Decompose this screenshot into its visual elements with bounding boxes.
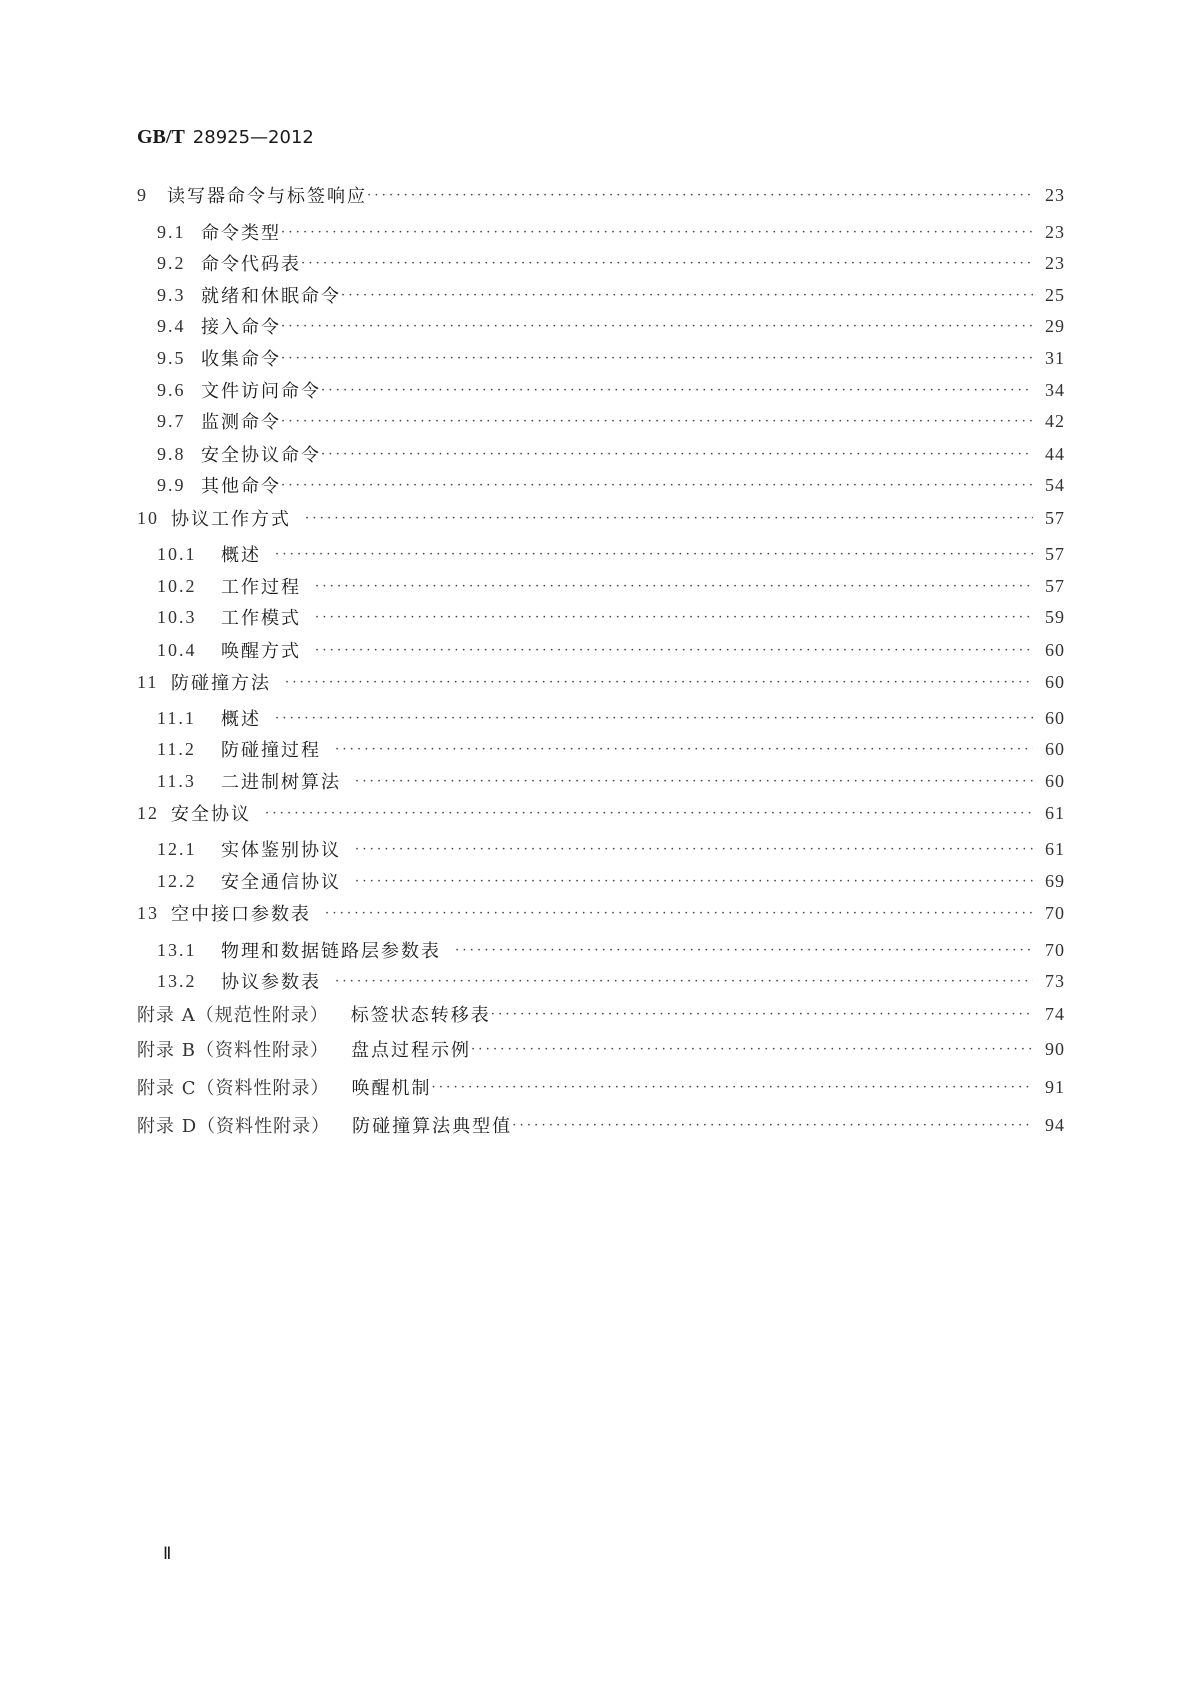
- toc-entry-page: 59: [1045, 606, 1065, 627]
- toc-entry-page: 74: [1045, 1003, 1065, 1024]
- toc-entry[interactable]: [157, 637, 1065, 663]
- toc-entry-number: 9.8: [157, 443, 186, 464]
- toc-entry-title: 二进制树算法: [221, 772, 341, 793]
- dot-leader: [321, 383, 1033, 398]
- toc-entry[interactable]: [157, 377, 1065, 403]
- dot-leader: [315, 643, 1033, 658]
- toc-entry[interactable]: [157, 573, 1065, 599]
- toc-entry[interactable]: [157, 408, 1065, 434]
- dot-leader: [491, 1007, 1033, 1022]
- toc-entry-number: 13.1: [157, 939, 197, 960]
- toc-entry-title: 标签状态转移表: [350, 1005, 491, 1026]
- toc-entry-title: 防碰撞方法: [171, 673, 271, 694]
- toc-entry[interactable]: [157, 604, 1065, 630]
- toc-entry-title: 命令代码表: [201, 254, 301, 275]
- toc-entry-title: 命令类型: [201, 223, 281, 244]
- page-number: Ⅱ: [163, 1544, 172, 1563]
- toc-entry-page: 25: [1045, 284, 1065, 305]
- toc-entry-number: 附录 D（资料性附录）: [137, 1116, 331, 1137]
- toc-entry-page: 34: [1045, 379, 1065, 400]
- toc-entry-page: 23: [1045, 252, 1065, 273]
- dot-leader: [341, 288, 1033, 303]
- toc-entry[interactable]: [137, 505, 1065, 531]
- toc-entry-page: 54: [1045, 474, 1065, 495]
- toc-entry[interactable]: [137, 1036, 1065, 1062]
- dot-leader: [455, 943, 1033, 958]
- toc-entry-title: 协议工作方式: [171, 509, 291, 530]
- dot-leader: [281, 319, 1033, 334]
- toc-entry-number: 10.4: [157, 639, 197, 660]
- toc-entry-number: 12.2: [157, 870, 197, 891]
- toc-entry-number: 11: [137, 671, 159, 692]
- toc-entry-title: 安全协议命令: [201, 445, 321, 466]
- dot-leader: [281, 478, 1033, 493]
- toc-entry-title: 唤醒方式: [221, 641, 301, 662]
- toc-entry-title: 空中接口参数表: [171, 904, 311, 925]
- dot-leader: [335, 974, 1033, 989]
- dot-leader: [355, 842, 1033, 857]
- toc-entry-title: 概述: [221, 545, 261, 566]
- toc-entry-number: 9.3: [157, 284, 186, 305]
- toc-entry-page: 42: [1045, 410, 1065, 431]
- dot-leader: [321, 447, 1033, 462]
- toc-entry-page: 61: [1045, 802, 1065, 823]
- toc-entry[interactable]: [157, 836, 1065, 862]
- toc-entry[interactable]: [137, 900, 1065, 926]
- toc-entry-number: 12: [137, 802, 159, 823]
- toc-entry-number: 11.2: [157, 738, 196, 759]
- dot-leader: [471, 1042, 1033, 1057]
- toc-entry-number: 9.9: [157, 474, 186, 495]
- toc-entry-number: 10.1: [157, 543, 197, 564]
- toc-entry-title: 安全通信协议: [221, 872, 341, 893]
- toc-entry-title: 唤醒机制: [351, 1078, 432, 1099]
- toc-entry[interactable]: [157, 736, 1065, 762]
- dot-leader: [315, 610, 1033, 625]
- dot-leader: [275, 711, 1033, 726]
- dot-leader: [355, 774, 1033, 789]
- toc-entry[interactable]: [157, 541, 1065, 567]
- dot-leader: [512, 1118, 1033, 1133]
- dot-leader: [301, 256, 1033, 271]
- toc-entry[interactable]: [157, 968, 1065, 994]
- toc-entry-number: 9.7: [157, 410, 186, 431]
- toc-entry-page: 60: [1045, 671, 1065, 692]
- toc-entry-page: 69: [1045, 870, 1065, 891]
- toc-entry[interactable]: [157, 219, 1065, 245]
- dot-leader: [285, 675, 1033, 690]
- toc-entry-page: 57: [1045, 507, 1065, 528]
- dot-leader: [281, 414, 1033, 429]
- toc-entry[interactable]: [137, 1074, 1065, 1100]
- dot-leader: [355, 874, 1033, 889]
- toc-entry-number: 13: [137, 902, 159, 923]
- toc-entry-number: 9.6: [157, 379, 186, 400]
- toc-entry-title: 其他命令: [201, 476, 281, 497]
- toc-entry-page: 94: [1045, 1114, 1065, 1135]
- toc-entry-number: 9.1: [157, 221, 186, 242]
- toc-entry[interactable]: [157, 441, 1065, 467]
- toc-entry[interactable]: [157, 345, 1065, 371]
- toc-entry-page: 70: [1045, 939, 1065, 960]
- toc-entry[interactable]: [157, 705, 1065, 731]
- toc-entry-title: 工作模式: [221, 608, 301, 629]
- toc-entry-page: 57: [1045, 575, 1065, 596]
- toc-entry[interactable]: [157, 937, 1065, 963]
- toc-entry-title: 防碰撞算法典型值: [352, 1116, 513, 1137]
- toc-entry[interactable]: [137, 669, 1065, 695]
- toc-entry-number: 10.3: [157, 606, 197, 627]
- toc-entry-title: 就绪和休眠命令: [201, 286, 341, 307]
- toc-entry-page: 60: [1045, 639, 1065, 660]
- dot-leader: [335, 742, 1033, 757]
- toc-entry-title: 读写器命令与标签响应: [167, 186, 367, 207]
- toc-entry-number: 11.1: [157, 707, 196, 728]
- toc-entry[interactable]: [157, 313, 1065, 339]
- toc-entry-title: 实体鉴别协议: [221, 840, 341, 861]
- dot-leader: [281, 351, 1033, 366]
- toc-entry[interactable]: [157, 768, 1065, 794]
- toc-entry-number: 11.3: [157, 770, 196, 791]
- toc-entry-page: 23: [1045, 221, 1065, 242]
- dot-leader: [367, 188, 1033, 203]
- toc-entry[interactable]: [157, 472, 1065, 498]
- toc-entry-page: 23: [1045, 184, 1065, 205]
- toc-entry-page: 90: [1045, 1038, 1065, 1059]
- toc-entry-title: 防碰撞过程: [221, 740, 321, 761]
- toc-entry-page: 70: [1045, 902, 1065, 923]
- standard-prefix: GB/T: [137, 126, 185, 148]
- dot-leader: [281, 225, 1033, 240]
- toc-entry-title: 工作过程: [221, 577, 301, 598]
- toc-entry-number: 9.2: [157, 252, 186, 273]
- toc-entry-page: 29: [1045, 315, 1065, 336]
- toc-entry-title: 概述: [221, 709, 261, 730]
- toc-entry-title: 安全协议: [171, 804, 251, 825]
- toc-entry-number: 附录 A（规范性附录）: [137, 1005, 329, 1026]
- toc-entry[interactable]: [157, 282, 1065, 308]
- toc-entry-page: 31: [1045, 347, 1065, 368]
- dot-leader: [315, 579, 1033, 594]
- toc-entry-page: 44: [1045, 443, 1065, 464]
- toc-entry-page: 73: [1045, 970, 1065, 991]
- toc-entry[interactable]: [157, 868, 1065, 894]
- dot-leader: [325, 906, 1033, 921]
- toc-entry-title: 接入命令: [201, 317, 281, 338]
- toc-entry-title: 文件访问命令: [201, 381, 321, 402]
- toc-entry-page: 60: [1045, 738, 1065, 759]
- toc-entry[interactable]: [137, 800, 1065, 826]
- toc-entry-page: 91: [1045, 1076, 1065, 1097]
- toc-entry-title: 物理和数据链路层参数表: [221, 941, 441, 962]
- toc-entry-title: 协议参数表: [221, 972, 321, 993]
- toc-entry-number: 12.1: [157, 838, 197, 859]
- toc-entry-page: 60: [1045, 707, 1065, 728]
- toc-entry-number: 10.2: [157, 575, 197, 596]
- toc-entry-number: 附录 B（资料性附录）: [137, 1040, 329, 1061]
- toc-entry[interactable]: [137, 1112, 1065, 1138]
- dot-leader: [275, 547, 1033, 562]
- toc-entry-number: 9.4: [157, 315, 186, 336]
- toc-entry-title: 盘点过程示例: [350, 1040, 471, 1061]
- toc-entry[interactable]: [157, 250, 1065, 276]
- toc-entry-title: 监测命令: [201, 412, 281, 433]
- toc-entry-number: 10: [137, 507, 159, 528]
- toc-entry[interactable]: [137, 1001, 1065, 1027]
- standard-number: 28925—2012: [192, 127, 314, 148]
- dot-leader: [305, 511, 1033, 526]
- toc-entry-number: 13.2: [157, 970, 197, 991]
- toc-entry-page: 61: [1045, 838, 1065, 859]
- toc-entry-page: 60: [1045, 770, 1065, 791]
- dot-leader: [432, 1080, 1034, 1095]
- toc-entry[interactable]: [137, 182, 1065, 208]
- toc-entry-page: 57: [1045, 543, 1065, 564]
- toc-entry-title: 收集命令: [201, 349, 281, 370]
- toc-entry-number: 附录 C（资料性附录）: [137, 1078, 330, 1099]
- toc-entry-number: 9.5: [157, 347, 186, 368]
- standard-code-header: [137, 126, 314, 149]
- dot-leader: [265, 806, 1033, 821]
- toc-entry-number: 9: [137, 184, 148, 205]
